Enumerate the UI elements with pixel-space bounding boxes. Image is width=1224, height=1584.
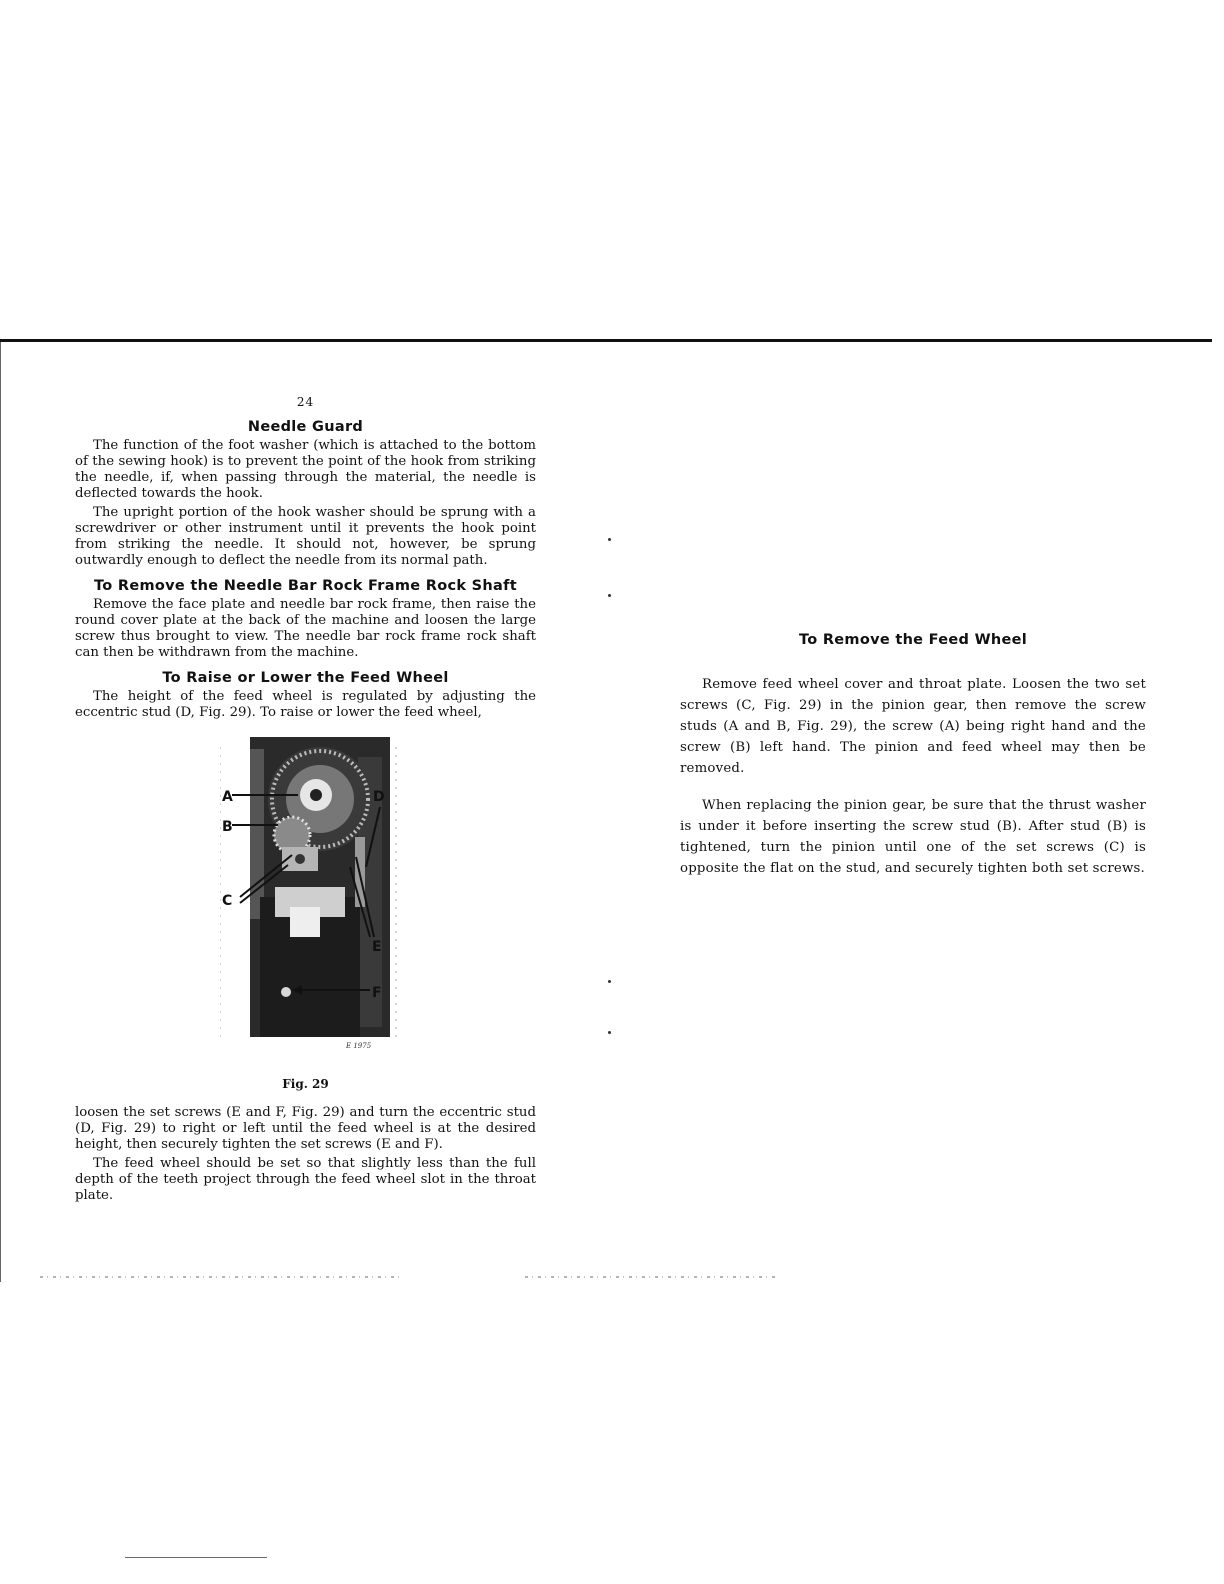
section-heading: To Remove the Needle Bar Rock Frame Rock Shaft bbox=[94, 578, 517, 594]
paragraph: Remove the face plate and needle bar rock frame, then raise the round cover plate at the back of the machine and loosen the large screw thus brought to view. The needle bar rock frame rock shaft can then be withdrawn from the machine. bbox=[75, 597, 536, 660]
scan-top-border bbox=[0, 339, 1212, 342]
link-underline bbox=[125, 1557, 267, 1558]
section-heading: To Remove the Feed Wheel bbox=[798, 632, 1028, 648]
figure-label-c: C bbox=[222, 893, 233, 909]
figure-label-f: F bbox=[372, 985, 382, 1001]
figure-label-d: D bbox=[373, 789, 385, 805]
stray-mark bbox=[608, 980, 611, 983]
figure-caption: Fig. 29 bbox=[282, 1077, 329, 1091]
mechanism-illustration bbox=[220, 737, 470, 1057]
figure-plate-number: E 1975 bbox=[346, 1042, 372, 1050]
section-needle-guard bbox=[75, 419, 536, 569]
figure-label-a: A bbox=[222, 789, 233, 805]
right-page bbox=[680, 632, 1146, 895]
scan-left-edge bbox=[0, 342, 1, 1282]
section-raise-lower bbox=[75, 670, 536, 721]
page-number: 24 bbox=[296, 395, 315, 409]
paragraph: When replacing the pinion gear, be sure that the thrust washer is under it before inserting the screw stud (B). After stud (B) is tightened, turn the pinion until one of the set screws (C) is opposite the flat on the stud, and securely tighten both set screws. bbox=[680, 798, 1146, 876]
paragraph: The function of the foot washer (which is attached to the bottom of the sewing hook) is to prevent the point of the hook from striking the needle, if, when passing through the material, the needle is deflected towards the hook. bbox=[75, 438, 536, 501]
stray-mark bbox=[608, 594, 611, 597]
section-heading: Needle Guard bbox=[247, 419, 364, 435]
stray-mark bbox=[608, 1031, 611, 1034]
section-heading: To Raise or Lower the Feed Wheel bbox=[162, 670, 449, 686]
figure-29 bbox=[75, 737, 536, 1077]
section-rock-shaft bbox=[75, 578, 536, 661]
paragraph: The upright portion of the hook washer should be sprung with a screwdriver or other instrument until it prevents the hook point from striking the needle. It should not, however, be sprung outwardly enough to deflect the needle from its normal path. bbox=[75, 505, 536, 568]
figure-label-b: B bbox=[222, 819, 233, 835]
left-page bbox=[75, 395, 536, 1207]
figure-label-e: E bbox=[372, 939, 382, 955]
paragraph: Remove feed wheel cover and throat plate. Loosen the two set screws (C, Fig. 29) in the pinion gear, then remove the screw studs (A and B, Fig. 29), the screw (A) being right hand and the screw (B) left hand. The pinion and feed wheel may then be removed. bbox=[680, 677, 1146, 776]
stray-mark bbox=[608, 538, 611, 541]
paragraph: The height of the feed wheel is regulated by adjusting the eccentric stud (D, Fig. 29). To raise or lower the feed wheel, bbox=[75, 689, 536, 720]
scan-bottom-noise-left bbox=[40, 1276, 400, 1278]
paragraph: loosen the set screws (E and F, Fig. 29) and turn the eccentric stud (D, Fig. 29) to right or left until the feed wheel is at the desired height, then securely tighten the set screws (E and F). bbox=[75, 1105, 536, 1152]
paragraph: The feed wheel should be set so that slightly less than the full depth of the teeth project through the feed wheel slot in the throat plate. bbox=[75, 1156, 536, 1203]
scan-bottom-noise-right bbox=[525, 1276, 775, 1278]
